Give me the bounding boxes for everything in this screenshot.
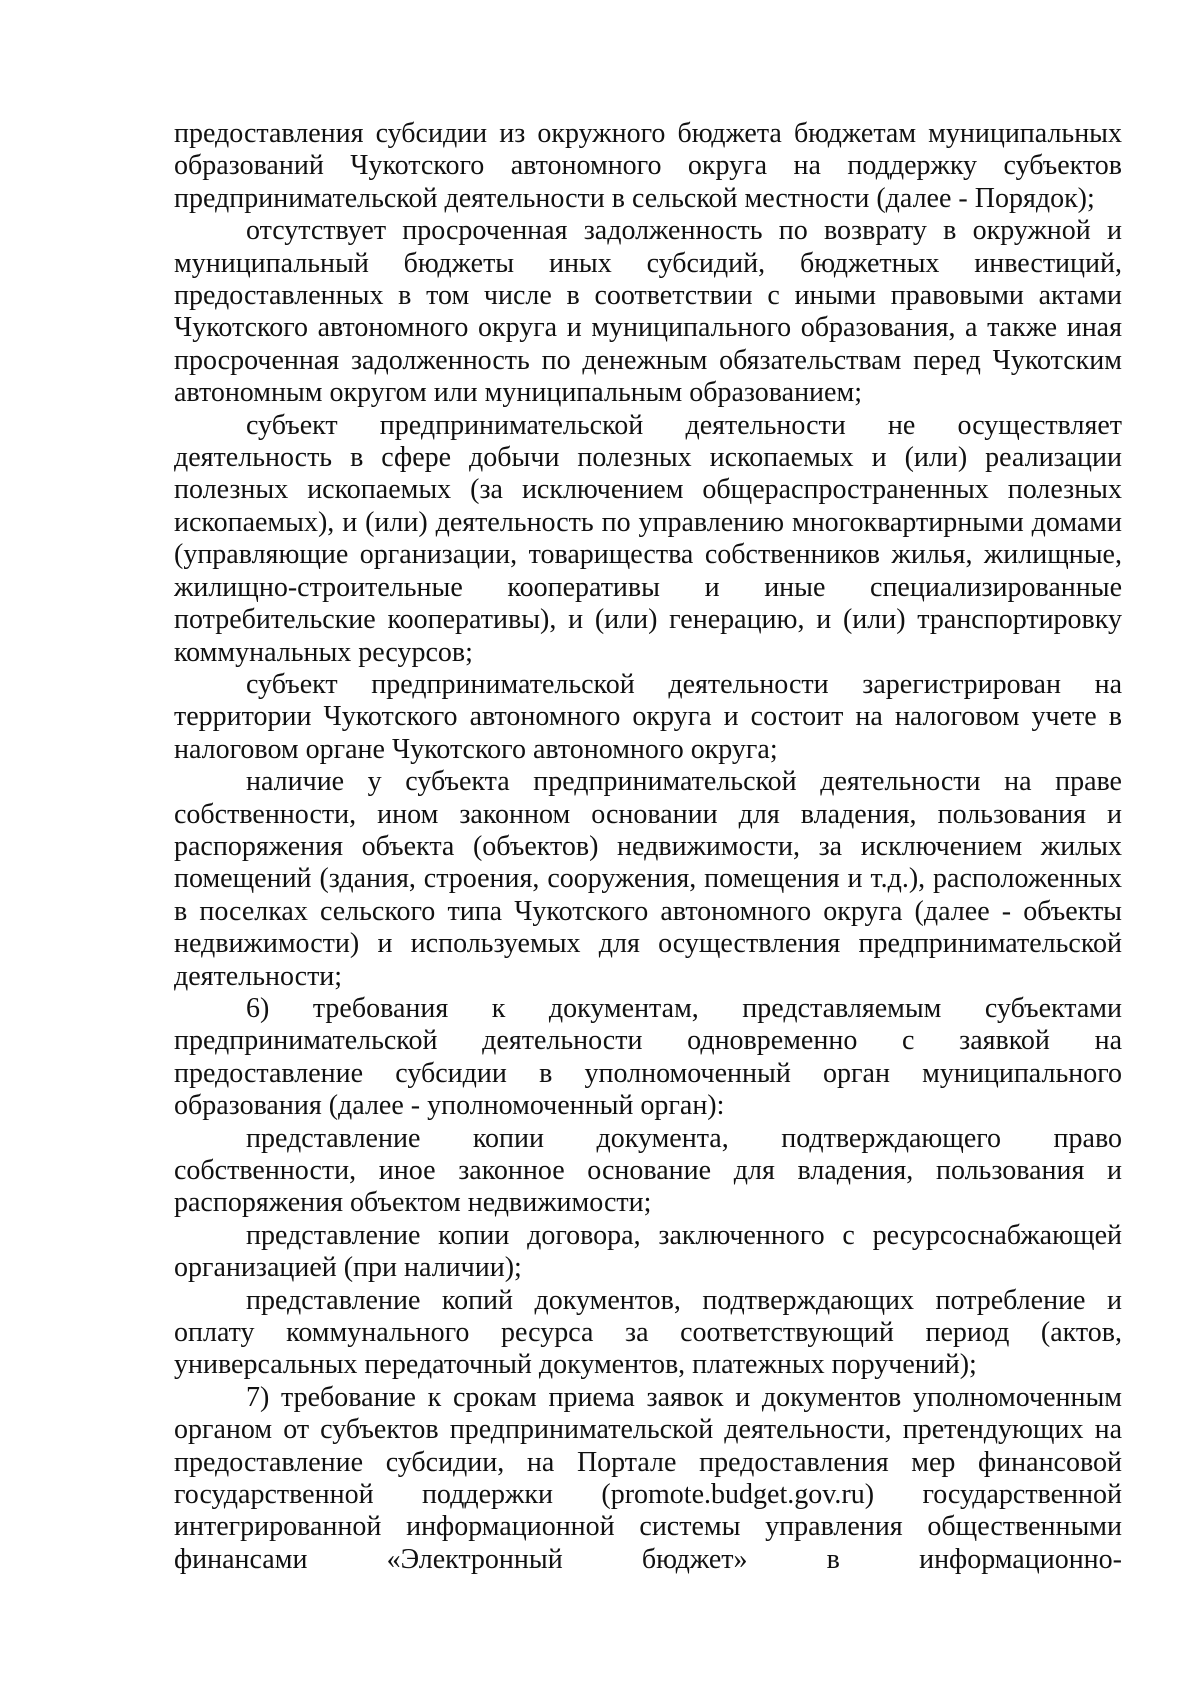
- paragraph-procedure-continuation: предоставления субсидии из окружного бюджета бюджетам муниципальных образований Чукотского автономного округа на поддержку субъектов предпринимательской деятельности в сельской местности (далее - Порядок);: [174, 118, 1122, 214]
- paragraph-contract-copy: представление копии договора, заключенного с ресурсоснабжающей организацией (при наличии);: [174, 1219, 1122, 1284]
- paragraph-activity-restrictions: субъект предпринимательской деятельности не осуществляет деятельность в сфере добычи полезных ископаемых и (или) реализации полезных ископаемых (за исключением общераспространенных полезных ископаемых), и (или) деятельность по управлению многоквартирными домами (управляющие организации, товарищества собственников жилья, жилищные, жилищно-строительные кооперативы и иные специализированные потребительские кооперативы), и (или) генерацию, и (или) транспортировку коммунальных ресурсов;: [174, 409, 1122, 668]
- paragraph-no-overdue-debt: отсутствует просроченная задолженность по возврату в окружной и муниципальный бюджеты иных субсидий, бюджетных инвестиций, предоставленных в том числе в соответствии с иными правовыми актами Чукотского автономного округа и муниципального образования, а также иная просроченная задолженность по денежным обязательствам перед Чукотским автономным округом или муниципальным образованием;: [174, 215, 1122, 409]
- paragraph-payment-documents: представление копий документов, подтверждающих потребление и оплату коммунального ресурса за соответствующий период (актов, универсальных передаточный документов, платежных поручений);: [174, 1284, 1122, 1381]
- paragraph-item-7-application-deadlines: 7) требование к срокам приема заявок и документов уполномоченным органом от субъектов предпринимательской деятельности, претендующих на предоставление субсидии, на Портале предоставления мер финансовой государственной поддержки (promote.budget.gov.ru) государственной интегрированной информационной системы управления общественными финансами «Электронный бюджет» в информационно-: [174, 1381, 1122, 1575]
- paragraph-registration: субъект предпринимательской деятельности зарегистрирован на территории Чукотского автономного округа и состоит на налоговом учете в налоговом органе Чукотского автономного округа;: [174, 668, 1122, 765]
- document-body: [174, 118, 1122, 1576]
- paragraph-real-estate: наличие у субъекта предпринимательской деятельности на праве собственности, ином законном основании для владения, пользования и распоряжения объекта (объектов) недвижимости, за исключением жилых помещений (здания, строения, сооружения, помещения и т.д.), расположенных в поселках сельского типа Чукотского автономного округа (далее - объекты недвижимости) и используемых для осуществления предпринимательской деятельности;: [174, 766, 1122, 992]
- paragraph-item-6-document-requirements: 6) требования к документам, представляемым субъектами предпринимательской деятельности одновременно с заявкой на предоставление субсидии в уполномоченный орган муниципального образования (далее - уполномоченный орган):: [174, 992, 1122, 1122]
- paragraph-ownership-copy: представление копии документа, подтверждающего право собственности, иное законное основание для владения, пользования и распоряжения объектом недвижимости;: [174, 1122, 1122, 1219]
